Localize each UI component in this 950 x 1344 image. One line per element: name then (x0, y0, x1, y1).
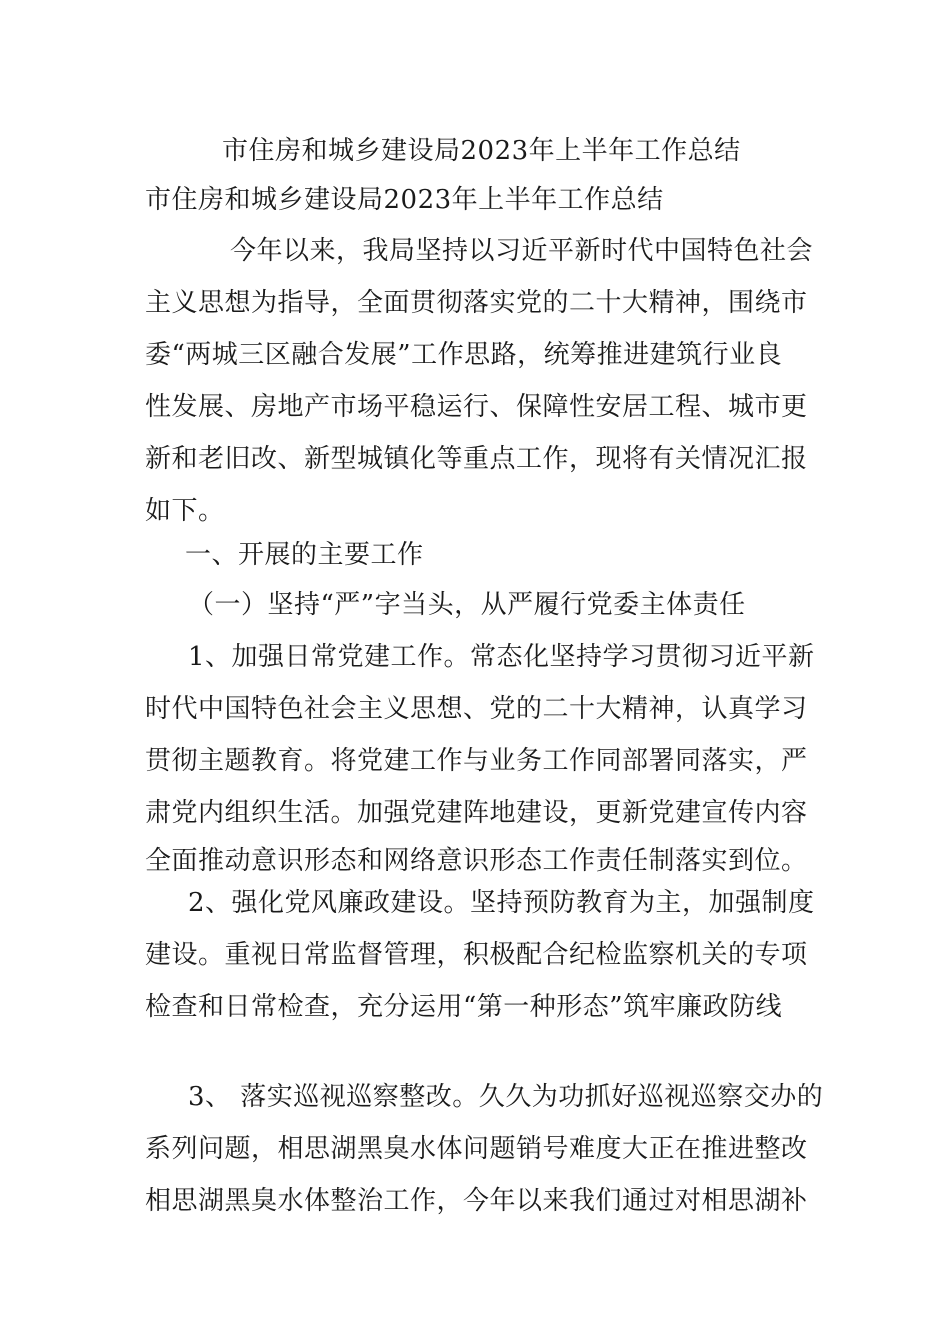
item3-line-3: 相思湖黑臭水体整治工作，今年以来我们通过对相思湖补 (145, 1186, 808, 1216)
intro-line-5: 新和老旧改、新型城镇化等重点工作，现将有关情况汇报 (145, 444, 808, 474)
item1-line-3: 贯彻主题教育。将党建工作与业务工作同部署同落实，严 (145, 746, 808, 776)
item1-line-4: 肃党内组织生活。加强党建阵地建设，更新党建宣传内容 (145, 798, 808, 828)
intro-line-4: 性发展、房地产市场平稳运行、保障性安居工程、城市更 (145, 392, 808, 422)
intro-line-6: 如下。 (145, 496, 225, 526)
section-heading-1: 一、开展的主要工作 (185, 540, 424, 570)
intro-line-3: 委“两城三区融合发展”工作思路，统筹推进建筑行业良 (145, 340, 783, 370)
item3-line-2: 系列问题，相思湖黑臭水体问题销号难度大正在推进整改 (145, 1134, 808, 1164)
item1-line-2: 时代中国特色社会主义思想、党的二十大精神，认真学习 (145, 694, 808, 724)
intro-line-2: 主义思想为指导，全面贯彻落实党的二十大精神，围绕市 (145, 288, 808, 318)
subsection-heading-1: （一）坚持“严”字当头，从严履行党委主体责任 (188, 590, 746, 620)
item1-line-1: 1、加强日常党建工作。常态化坚持学习贯彻习近平新 (188, 642, 815, 672)
item2-line-1: 2、强化党风廉政建设。坚持预防教育为主，加强制度 (188, 888, 815, 918)
item1-line-5: 全面推动意识形态和网络意识形态工作责任制落实到位。 (145, 846, 808, 876)
item2-line-3: 检查和日常检查，充分运用“第一种形态”筑牢廉政防线 (145, 992, 783, 1022)
item3-line-1: 3、 落实巡视巡察整改。久久为功抓好巡视巡察交办的 (188, 1082, 824, 1112)
intro-line-1: 今年以来，我局坚持以习近平新时代中国特色社会 (230, 236, 814, 266)
item2-line-2: 建设。重视日常监督管理，积极配合纪检监察机关的专项 (145, 940, 808, 970)
document-subtitle: 市住房和城乡建设局2023年上半年工作总结 (145, 185, 664, 215)
document-title: 市住房和城乡建设局2023年上半年工作总结 (222, 136, 741, 166)
